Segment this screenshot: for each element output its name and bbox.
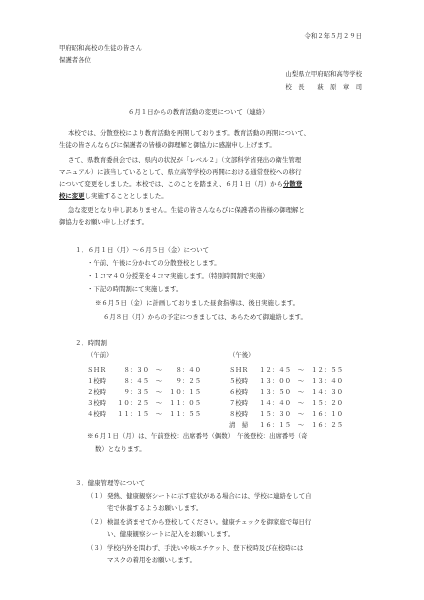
schedule-pm-tilde: ～ (297, 399, 305, 408)
body-p2-line4 (59, 193, 168, 199)
addressee-students: 甲府昭和高校の生徒の皆さん (59, 44, 143, 52)
schedule-am-end: １０：１５ (169, 388, 201, 397)
section1-note-2: ６月８日（月）からの予定につきましては、あらためて御連絡します。 (103, 313, 307, 321)
schedule-pm-name: ８校時 (229, 410, 249, 419)
schedule-am-name: ４校時 (87, 410, 107, 419)
schedule-pm-start: １３：５０ (259, 388, 291, 397)
schedule-pm-row (229, 376, 343, 387)
health-item-2-line2: い、健康観察シートに記入をお願いします。 (107, 530, 235, 538)
schedule-pm-row (229, 409, 343, 420)
schedule-am-end: ９：２５ (175, 377, 201, 386)
schedule-am-name: ＳＨＲ (87, 366, 107, 375)
schedule-am-row (87, 365, 201, 376)
section1-note-1: ※６月５日（金）に計画しておりました昼食指導は、後日実施します。 (95, 299, 299, 307)
schedule-pm-name: ６校時 (229, 388, 249, 397)
schedule-am-tilde: ～ (155, 410, 163, 419)
schedule-pm-tilde: ～ (297, 377, 305, 386)
schedule-am-tilde: ～ (155, 377, 163, 386)
schedule-pm-name: ５校時 (229, 377, 249, 386)
schedule-pm-end: １３：４０ (311, 377, 343, 386)
schedule-am-name: ２校時 (87, 388, 107, 397)
schedule-am-label: （午前） (87, 351, 113, 359)
schedule-am-name: ３校時 (87, 399, 107, 408)
schedule-am-start: １０：２５ (117, 399, 149, 408)
body-p1-line1: 本校では、分散登校により教育活動を再開しております。教育活動の再開について、 (68, 129, 311, 137)
schedule-note-line1: ※６月１日（月）は、午前登校：出席番号（偶数） 午後登校：出席番号（奇 (87, 432, 308, 440)
health-item-1-line2: 宅で休養するようお願いします。 (107, 504, 203, 512)
sender-principal: 校 長 萩 原 章 司 (285, 83, 362, 91)
schedule-pm-start: １３：００ (259, 377, 291, 386)
body-p3-line2: 御協力をお願い申し上げます。 (59, 218, 148, 226)
schedule-pm-label: （午後） (229, 351, 255, 359)
schedule-pm-name: 清 掃 (229, 421, 249, 430)
schedule-am-tilde: ～ (155, 366, 163, 375)
emphasis-dispersed-2: 校に変更 (59, 192, 85, 200)
schedule-am-end (169, 420, 201, 431)
schedule-am-tilde: ～ (155, 388, 163, 397)
schedule-pm-end: １４：３０ (311, 388, 343, 397)
schedule-am-name (87, 420, 117, 431)
schedule-am-end: １１：５５ (169, 410, 201, 419)
schedule-pm-row (229, 387, 343, 398)
schedule-am-row (87, 420, 201, 431)
schedule-pm-start: １４：４０ (259, 399, 291, 408)
schedule-am-start (117, 420, 149, 431)
schedule-pm-tilde: ～ (297, 388, 305, 397)
schedule-pm-name: ７校時 (229, 399, 249, 408)
schedule-am-row (87, 409, 201, 420)
body-p1-line2: 生徒の皆さんならびに保護者の皆様の御理解と御協力に感謝申し上げます。 (59, 141, 276, 149)
schedule-am-tilde: ～ (155, 399, 163, 408)
schedule-am-start: ８：４５ (123, 377, 149, 386)
schedule-am-start: ９：３５ (123, 388, 149, 397)
schedule-pm-name: ＳＨＲ (229, 366, 249, 375)
schedule-am-name: １校時 (87, 377, 107, 386)
section1-item-1: ・午前、午後に分かれての分散登校とします。 (87, 259, 221, 267)
schedule-pm-row (229, 365, 343, 376)
body-p2-line3-text: について変更をしました。本校では、このことを踏まえ、６月１日（月）から (59, 180, 283, 188)
body-p2-line2: マニュアル）に該当しているとして、県立高等学校の再開における通常登校への移行 (59, 168, 302, 176)
schedule-pm-row (229, 398, 343, 409)
schedule-am-end: ８：４０ (175, 366, 201, 375)
schedule-pm-end: １２：５５ (311, 366, 343, 375)
schedule-pm-end: １６：１０ (311, 410, 343, 419)
health-item-3-num: （３） (87, 544, 107, 552)
schedule-am-start: ８：３０ (123, 366, 149, 375)
schedule-pm-end: １６：２５ (311, 421, 343, 430)
schedule-pm-row (229, 420, 343, 431)
schedule-note-line2: 数）となります。 (95, 445, 146, 453)
schedule-am-row (87, 398, 201, 409)
schedule-am-row (87, 376, 201, 387)
schedule-pm-start: １６：１５ (259, 421, 291, 430)
schedule-am-tilde (149, 420, 169, 431)
schedule-pm-start: １２：４５ (259, 366, 291, 375)
section1-heading: １．６月１日（月）～６月５日（金）について (75, 246, 210, 254)
body-p3-line1: 急な変更となり申し訳ありません。生徒の皆さんならびに保護者の皆様の御理解と (68, 206, 305, 214)
schedule-am-row (87, 387, 201, 398)
health-item-3-line1: 学校内外を問わず、手洗いや咳エチケット、登下校時及び在校時には (107, 544, 304, 552)
section2-heading: ２．時間割 (75, 339, 107, 347)
schedule-am-end: １１：０５ (169, 399, 201, 408)
body-p2-tail: し実施することとしました。 (84, 192, 168, 200)
body-p2-line3 (59, 181, 302, 187)
health-item-2-num: （２） (87, 518, 107, 526)
health-item-3-line2: マスクの着用をお願いします。 (107, 556, 196, 564)
health-item-2-line1: 検温を済ませてから登校してください。健康チェックを御家庭で毎日行 (107, 518, 312, 526)
health-item-1-num: （１） (87, 492, 107, 500)
sender-school: 山梨県立甲府昭和高等学校 (285, 70, 362, 78)
emphasis-dispersed-1: 分散登 (282, 180, 303, 188)
section1-item-3: ・下記の時間割にて実施します。 (87, 285, 183, 293)
schedule-pm-tilde: ～ (297, 366, 305, 375)
document-title: ６月１日からの教育活動の変更について（連絡） (128, 108, 269, 116)
section3-heading: ３．健康管理等について (75, 479, 146, 487)
body-p2-line1: さて、県教育委員会では、県内の状況が「レベル２」（文部科学省発出の衛生管理 (68, 156, 302, 164)
schedule-pm-start: １５：３０ (259, 410, 291, 419)
health-item-1-line1: 発熱、健康観察シートに示す症状がある場合には、学校に連絡をして自 (107, 492, 312, 500)
schedule-am-start: １１：１５ (117, 410, 149, 419)
addressee-guardians: 保護者各位 (59, 56, 91, 64)
schedule-pm-table (229, 365, 343, 431)
schedule-pm-tilde: ～ (297, 421, 305, 430)
document-date: 令和２年５月２９日 (304, 32, 362, 40)
schedule-pm-end: １５：２０ (311, 399, 343, 408)
schedule-am-table (87, 365, 201, 431)
section1-item-2: ・１コマ４０分授業を４コマ実施します。（特別時間割で実施） (87, 272, 269, 280)
schedule-pm-tilde: ～ (297, 410, 305, 419)
